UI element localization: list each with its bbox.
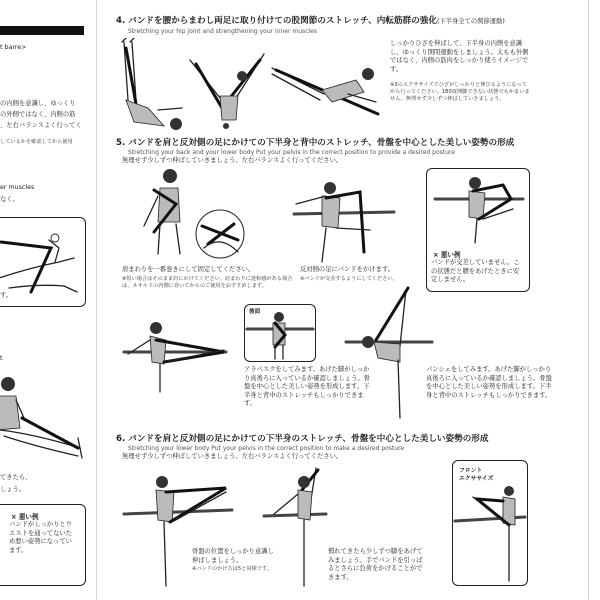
- section-5-bad-example-box: [426, 168, 530, 292]
- left-text-j: しょう。: [0, 486, 26, 493]
- section-6-intro: 無理せず少しずつ伸ばしていきましょう。左右バランスよく行ってください。: [122, 453, 343, 460]
- section-6-caption-2: 慣れてきたら少しずつ脚をあげてみましょう。手でバンドを引っぱるとさらに負荷をかけることができます。: [328, 548, 423, 581]
- left-figure-box-1: [0, 217, 86, 307]
- section-5-caption-2: 反対側の足にバンドをかけます。: [300, 266, 394, 273]
- section-5-title: 5. バンドを肩と反対側の足にかけての下半身と背中のストレッチ、骨盤を中心とした美しい姿勢の形成: [116, 138, 515, 148]
- figure-section5-2-band-on-opposite-leg: [282, 172, 398, 264]
- left-text-h: t: [0, 355, 3, 362]
- figure-section4-2-lying-split: [186, 50, 270, 130]
- section-5-back-view-label: 後面: [249, 309, 261, 315]
- section-5-caption-1: 肩まわりを一番巻きにして固定してください。: [122, 266, 255, 273]
- left-text-e: er muscles: [0, 184, 35, 191]
- section-6-front-label-1: フロント: [459, 468, 483, 474]
- section-5-intro: 無理せず少しずつ伸ばしていきましょう。左右バランスよく行ってください。: [122, 157, 343, 164]
- section-5-bad-example-text: バンドが交差していません。この状態だと腰をあげたときに安定しません。: [431, 259, 520, 284]
- left-text-barre: t barre>: [0, 44, 27, 51]
- section-5-caption-3: アラベスクをしてみます。あげた脚がしっかり真後ろに入っているか確認しましょう。骨盤を中心とした美しい姿勢を形成します。下半身と背中のストレッチもしっかりできます。: [244, 366, 370, 408]
- right-edge-line: [588, 0, 589, 600]
- figure-section4-3-lying-wide: [268, 58, 384, 122]
- left-text-c: 、左右バランスよく行ってく: [0, 122, 82, 129]
- section-6-front-exercise-box: [452, 460, 528, 586]
- figure-sitting-with-band: [0, 366, 88, 474]
- section-6-caption-1: 骨盤の位置をしっかり意識し伸ばしましょう。: [192, 548, 274, 564]
- section-6-caption-1-note: ※バンドのかけ方は5と同様です。: [192, 566, 272, 572]
- section-5-caption-2-note: ※バンドが交差するようにしてください。: [300, 276, 398, 282]
- section-4-title-main: 4. バンドを腰からまわし両足に取り付けての股関節のストレッチ、内転筋群の強化: [116, 16, 437, 26]
- section-5-subtitle: Stretching your back and your lower body Put your pelvis in the correct position to provide a desired posture: [128, 149, 455, 156]
- section-5-bad-example-title: × 悪い例: [433, 251, 461, 259]
- section-6-title: 6. バンドを肩と反対側の足にかけての下半身のストレッチ、骨盤を中心とした美しい姿勢の形成: [116, 434, 489, 444]
- section-4-title: [116, 16, 505, 27]
- figure-section6-2-leg-raised: [262, 466, 328, 588]
- section-5-caption-1-note: ※短い場合はそのまま肩にかけてください。肩まわりに違和感がある場合は、ネオルドの内側に巻いてからのご使用をおすすめします。: [122, 276, 293, 289]
- left-text-i: てきたら、: [0, 474, 32, 481]
- figure-section5-1-band-around-shoulders: [130, 166, 202, 256]
- figure-section5-4-penche: [344, 286, 434, 420]
- left-text-b: の外側ではなく、内側の筋: [0, 111, 76, 118]
- left-column-divider: [96, 0, 97, 600]
- left-text-a: の内側を意識し、ゆっくり: [0, 100, 76, 107]
- section-4-body: しっかりひざを伸ばして、下半身の内側を意識し、ゆっくり開閉運動をしましょう。太もも外側ではなく、内側の筋肉をしっかり使うイメージです。: [390, 40, 529, 73]
- section-5-caption-4: パンシェをしてみます。あげた脚がしっかり真後ろに入っているか確認しましょう。骨盤を中心とした美しい姿勢を形成します。下半身と背中のストレッチもしっかりできます。: [426, 366, 552, 399]
- section-6-front-label-2: エクササイズ: [459, 476, 494, 482]
- figure-section5-3-arabesque: [120, 318, 230, 394]
- section-6-subtitle: Stretching your lower body Put your pelvis in the correct position to make a desired posture: [128, 445, 405, 452]
- figure-section5-bad-example: [427, 169, 527, 245]
- left-bad-example-title: × 悪い例: [11, 513, 39, 521]
- figure-section4-1-lying-legs-up: [112, 38, 192, 130]
- left-text-g: す。: [0, 292, 13, 299]
- section-5-back-view-box: [244, 304, 316, 362]
- section-4-note: ※3のエクササイズでひざがしっかりと伸びるようになってから行ってください。180度開脚できない状態でもかまいません。無理せず少しずつ伸ばしていきましょう。: [390, 82, 530, 102]
- left-black-bar: [0, 26, 84, 35]
- left-bad-example-text: バンドがしっかりとウエストを通ってないため悪い姿勢になっています。: [9, 521, 72, 554]
- left-bad-example-box: [0, 504, 86, 586]
- figure-seated-leg-stretch: [0, 218, 85, 306]
- figure-section5-1-detail-circle: [194, 208, 248, 262]
- section-4-title-note: (下半身全ての関節運動): [436, 18, 505, 25]
- section-4-subtitle: Stretching your hip joint and strengthening your inner muscles: [128, 28, 317, 35]
- left-text-d: しているかを確認してから使用: [0, 139, 73, 145]
- left-text-f: なく。: [0, 196, 19, 203]
